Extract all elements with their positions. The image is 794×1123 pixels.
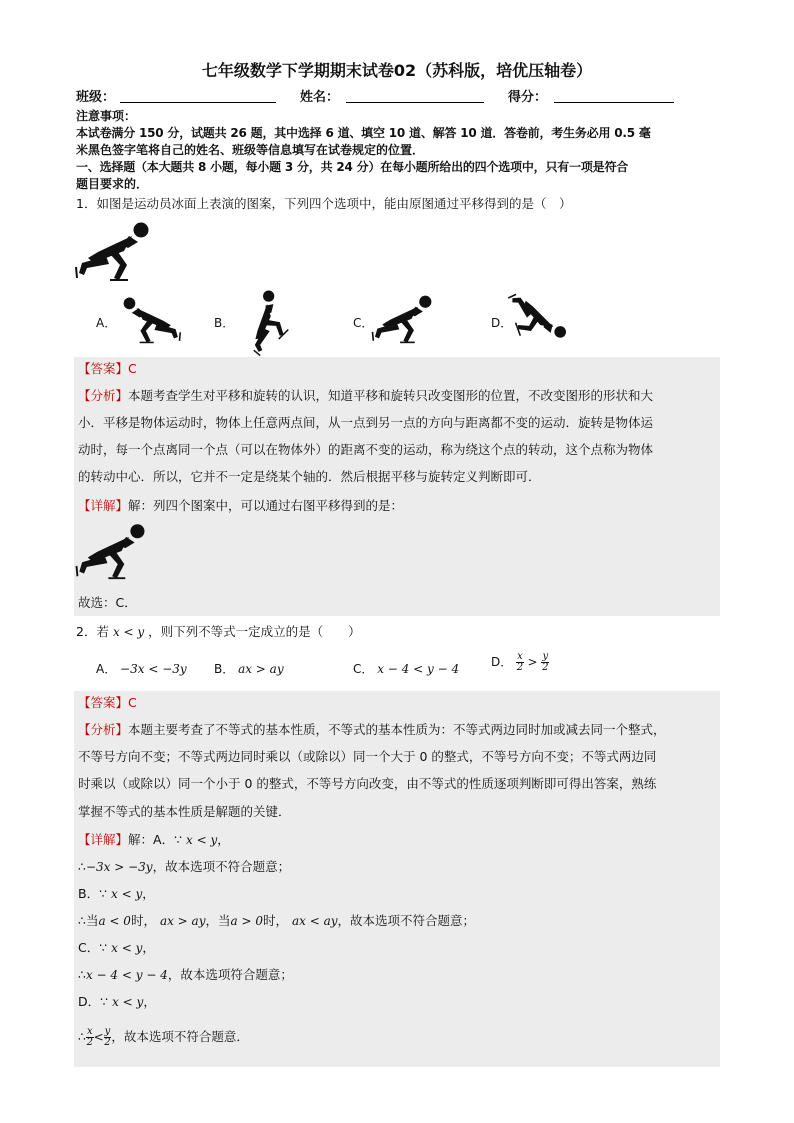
name-label: 姓名： bbox=[300, 90, 340, 105]
stem-text: 2．若 bbox=[76, 624, 109, 639]
analysis-text: 不等号方向不变；不等式两边同时乘以（或除以）同一个大于 0 的整式，不等号方向不变；不等式两边同 bbox=[78, 749, 657, 764]
stem-text: ，则下列不等式一定成立的是（ ） bbox=[148, 624, 361, 639]
fraction: $\frac{x}{2}$ bbox=[86, 1026, 93, 1048]
option-d-label[interactable]: D． bbox=[491, 316, 513, 330]
analysis-text: 小．平移是物体运动时，物体上任意两点间，从一点到另一点的方向与距离都不变的运动．旋转是物体运 bbox=[78, 415, 654, 430]
option-a-label[interactable]: A． bbox=[96, 316, 117, 330]
detail-line: 【详解】解：A．∵ x < y， bbox=[78, 832, 230, 847]
option-math: > bbox=[527, 655, 538, 669]
analysis-text: 时乘以（或除以）同一个小于 0 的整式，不等号方向改变，由不等式的性质逐项判断即可得出答案，熟练 bbox=[78, 776, 657, 791]
fraction: $\frac{x}{2}$ bbox=[516, 651, 524, 673]
option-a-figure[interactable] bbox=[116, 294, 182, 344]
option-a[interactable] bbox=[96, 660, 187, 677]
detail-line: C．∵ x < y， bbox=[78, 940, 155, 955]
option-label: D． bbox=[491, 655, 513, 669]
question-2-analysis bbox=[78, 716, 718, 743]
question-1-detail bbox=[78, 492, 718, 519]
detail-text: 解：列四个图案中，可以通过右图平移得到的是： bbox=[128, 498, 404, 513]
question-1-conclusion: 故选：C． bbox=[78, 595, 137, 610]
class-label: 班级： bbox=[76, 90, 116, 105]
analysis-text: 本题主要考查了不等式的基本性质，不等式的基本性质为：不等式两边同时加或减去同一个整式， bbox=[128, 722, 666, 737]
fraction: $\frac{y}{2}$ bbox=[542, 651, 549, 673]
section-heading: 一、选择题（本大题共 8 小题，每小题 3 分，共 24 分）在每小题所给出的四个选项中，只有一项是符合 bbox=[76, 160, 629, 174]
option-d-figure[interactable] bbox=[508, 288, 570, 350]
notes-line: 本试卷满分 150 分，试题共 26 题，其中选择 6 道、填空 10 道、解答 10 道．答卷前，考生务必用 0.5 毫 bbox=[76, 126, 651, 140]
question-1-stem: 1．如图是运动员冰面上表演的图案，下列四个选项中，能由原图通过平移得到的是（ ） bbox=[76, 196, 572, 211]
skater-original-figure bbox=[76, 218, 156, 282]
option-math: x − 4 < y − 4 bbox=[377, 662, 460, 676]
notes-line: 米黑色签字笔将自己的姓名、班级等信息填写在试卷规定的位置． bbox=[76, 143, 425, 157]
detail-line: ∴ $\frac{x}{2}$ < $\frac{y}{2}$ ，故本选项不符合题意． bbox=[78, 1026, 249, 1048]
analysis-tag: 【分析】 bbox=[78, 722, 129, 737]
question-2-stem bbox=[76, 623, 720, 641]
option-b-label[interactable]: B． bbox=[214, 316, 235, 330]
student-info bbox=[76, 86, 718, 104]
analysis-text: 的转动中心．所以，它并不一定是绕某个轴的．然后根据平移与旋转定义判断即可． bbox=[78, 469, 541, 484]
detail-line: D．∵ x < y， bbox=[78, 994, 156, 1009]
class-blank[interactable] bbox=[120, 102, 276, 103]
detail-tag: 【详解】 bbox=[78, 832, 129, 847]
question-1-answer: 【答案】C bbox=[78, 361, 137, 376]
option-math: −3x < −3y bbox=[120, 662, 187, 676]
fraction: $\frac{y}{2}$ bbox=[104, 1026, 111, 1048]
question-1-analysis bbox=[78, 382, 718, 409]
section-heading: 题目要求的． bbox=[76, 177, 149, 191]
detail-line: ∴x − 4 < y − 4，故本选项符合题意； bbox=[78, 967, 293, 982]
option-label: C． bbox=[353, 662, 374, 676]
detail-line: ∴−3x > −3y，故本选项不符合题意； bbox=[78, 859, 291, 874]
analysis-tag: 【分析】 bbox=[78, 388, 129, 403]
option-c-figure[interactable] bbox=[372, 292, 438, 344]
detail-line: B．∵ x < y， bbox=[78, 886, 155, 901]
option-label: B． bbox=[214, 662, 235, 676]
detail-line: ∴当a < 0时， ax > ay，当a > 0时， ax < ay，故本选项不符合题意； bbox=[78, 913, 476, 928]
option-b-figure[interactable] bbox=[236, 290, 296, 350]
name-blank[interactable] bbox=[346, 102, 484, 103]
stem-math: x < y bbox=[112, 625, 145, 639]
option-d[interactable] bbox=[491, 652, 549, 673]
score-blank[interactable] bbox=[554, 102, 674, 103]
option-b[interactable] bbox=[214, 660, 284, 677]
option-c[interactable] bbox=[353, 660, 459, 677]
option-c-label[interactable]: C． bbox=[353, 316, 374, 330]
page-title: 七年级数学下学期期末试卷02（苏科版，培优压轴卷） bbox=[201, 61, 593, 80]
option-label: A． bbox=[96, 662, 117, 676]
notes-heading: 注意事项： bbox=[76, 109, 137, 123]
score-label: 得分： bbox=[508, 90, 548, 105]
question-2-answer: 【答案】C bbox=[78, 695, 137, 710]
detail-tag: 【详解】 bbox=[78, 498, 129, 513]
option-math: ax > ay bbox=[238, 662, 284, 676]
analysis-text: 本题考查学生对平移和旋转的认识，知道平移和旋转只改变图形的位置，不改变图形的形状和大 bbox=[128, 388, 654, 403]
analysis-text: 动时，每一个点离同一个点（可以在物体外）的距离不变的运动，称为绕这个点的转动，这个点称为物体 bbox=[78, 442, 654, 457]
analysis-text: 掌握不等式的基本性质是解题的关键． bbox=[78, 804, 291, 819]
skater-answer-figure bbox=[76, 520, 152, 580]
